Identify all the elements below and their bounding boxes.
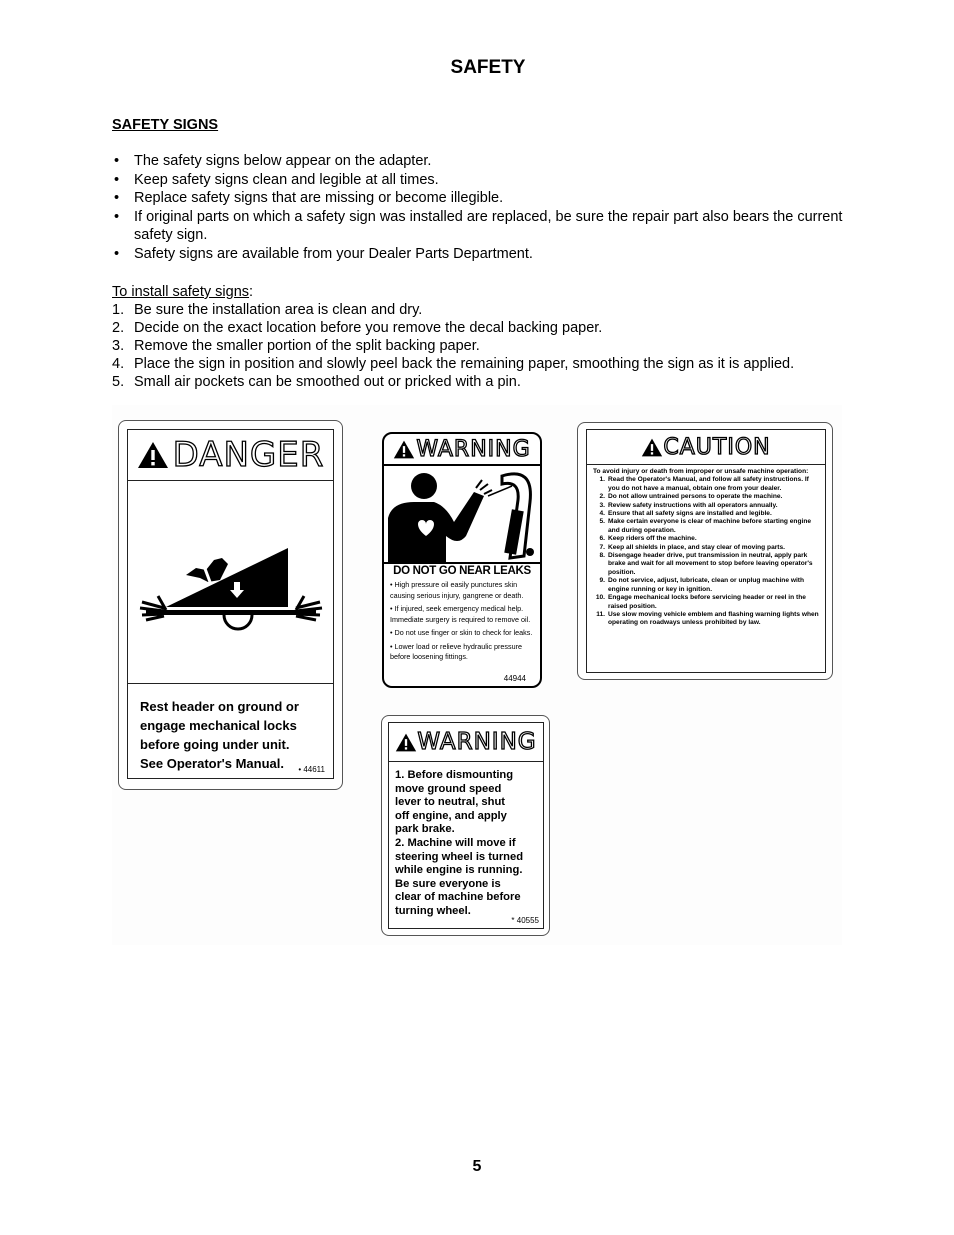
danger-header: DANGER [128,430,333,481]
bullet-item: • Safety signs are available from your Dealer Parts Department. [114,245,533,262]
bullet-icon: • [114,245,120,262]
section-heading-safety-signs: SAFETY SIGNS [112,117,219,133]
bullet-item: • If original parts on which a safety sign was installed are replaced, be sure the repair part also bears the current safety sign. [114,208,843,243]
install-steps [112,301,872,391]
page-number: 5 [472,1158,482,1175]
warning-triangle-icon [641,438,663,457]
bullet-item: • Keep safety signs clean and legible at all times. [114,171,439,188]
install-step: 3. Remove the smaller portion of the split backing paper. [112,338,480,354]
bullet-item: • Replace safety signs that are missing or become illegible. [114,190,504,206]
install-instructions [112,283,872,391]
warning-leaks-header: WARNING [384,434,540,466]
caution-sign [577,422,833,680]
caution-header: CAUTION [587,430,825,465]
warning-dismount-message: 1. Before dismounting move ground speed lever to neutral, shut off engine, and apply park brake. 2. Machine will move if steering wheel is turned while engine is running. Be sure everyone is clear of machine before turning wheel. [395,769,524,917]
warning-leaks-bullets: • High pressure oil easily punctures skin causing serious injury, gangrene or death. • If injured, seek emergency medical help. Immediate surgery is required to remove oil. • Do not use finger or skin to check for leaks. • Lower load or relieve hydraulic pressure before loosening fittings. [390,580,533,661]
warning-dismount-header: WARNING [389,723,543,762]
install-step: 1. Be sure the installation area is clean and dry. [112,302,423,318]
danger-part-number: • 44611 [298,765,325,774]
safety-bullet-list [112,152,852,263]
warning-leaks-part-number: 44944 [503,674,526,683]
bullet-icon: • [114,153,120,169]
warning-triangle-icon [393,440,415,459]
install-lead: To install safety signs: [112,284,254,300]
bullet-icon: • [114,190,120,206]
warning-triangle-icon [137,441,169,469]
crushed-under-header-icon [136,520,326,640]
warning-leaks-title: DO NOT GO NEAR LEAKS [393,565,531,577]
hydraulic-leak-person-icon [384,466,538,562]
danger-sign [118,420,343,790]
warning-dismount-sign [381,715,550,936]
page-title: SAFETY [450,57,526,78]
warning-dismount-part-number: * 40555 [511,916,539,925]
install-step: 2. Decide on the exact location before you remove the decal backing paper. [112,320,603,336]
warning-triangle-icon [395,733,417,752]
install-step: 5. Small air pockets can be smoothed out or pricked with a pin. [112,374,521,390]
bullet-item: • The safety signs below appear on the adapter. [114,153,432,169]
bullet-icon: • [114,171,120,188]
danger-message: Rest header on ground or engage mechanical locks before going under unit. See Operator's Manual. [140,699,299,771]
caution-text: To avoid injury or death from improper or unsafe machine operation: 1. Read the Operator's Manual, and follow all safety instructions. If you do not have a manual, obtain one from your dealer. 2. Do not allow untrained persons to operate the machine. 3. Review safety instructions with all operators annually. 4. Ensure that all safety signs are installed and legible. 5. Make certain everyone is clear of machine before starting engine and during operation. 6. Keep riders off the machine. 7. Keep all shields in place, and stay clear of moving parts. 8. Disengage header drive, put transmission in neutral, apply park brake and wait for all movement to stop before leaving operator's position. 9. Do not service, adjust, lubricate, clean or unplug machine with engine running or key in ignition. 10. Engage mechanical locks before servicing header or reel in the raised position. 11. Use slow moving vehicle emblem and flashing warning lights when operating on roadways unless prohibited by law. [593,468,819,627]
bullet-icon: • [114,208,120,225]
warning-leaks-sign [382,432,542,688]
install-step: 4. Place the sign in position and slowly peel back the remaining paper, smoothing the sign as it is applied. [112,356,795,372]
